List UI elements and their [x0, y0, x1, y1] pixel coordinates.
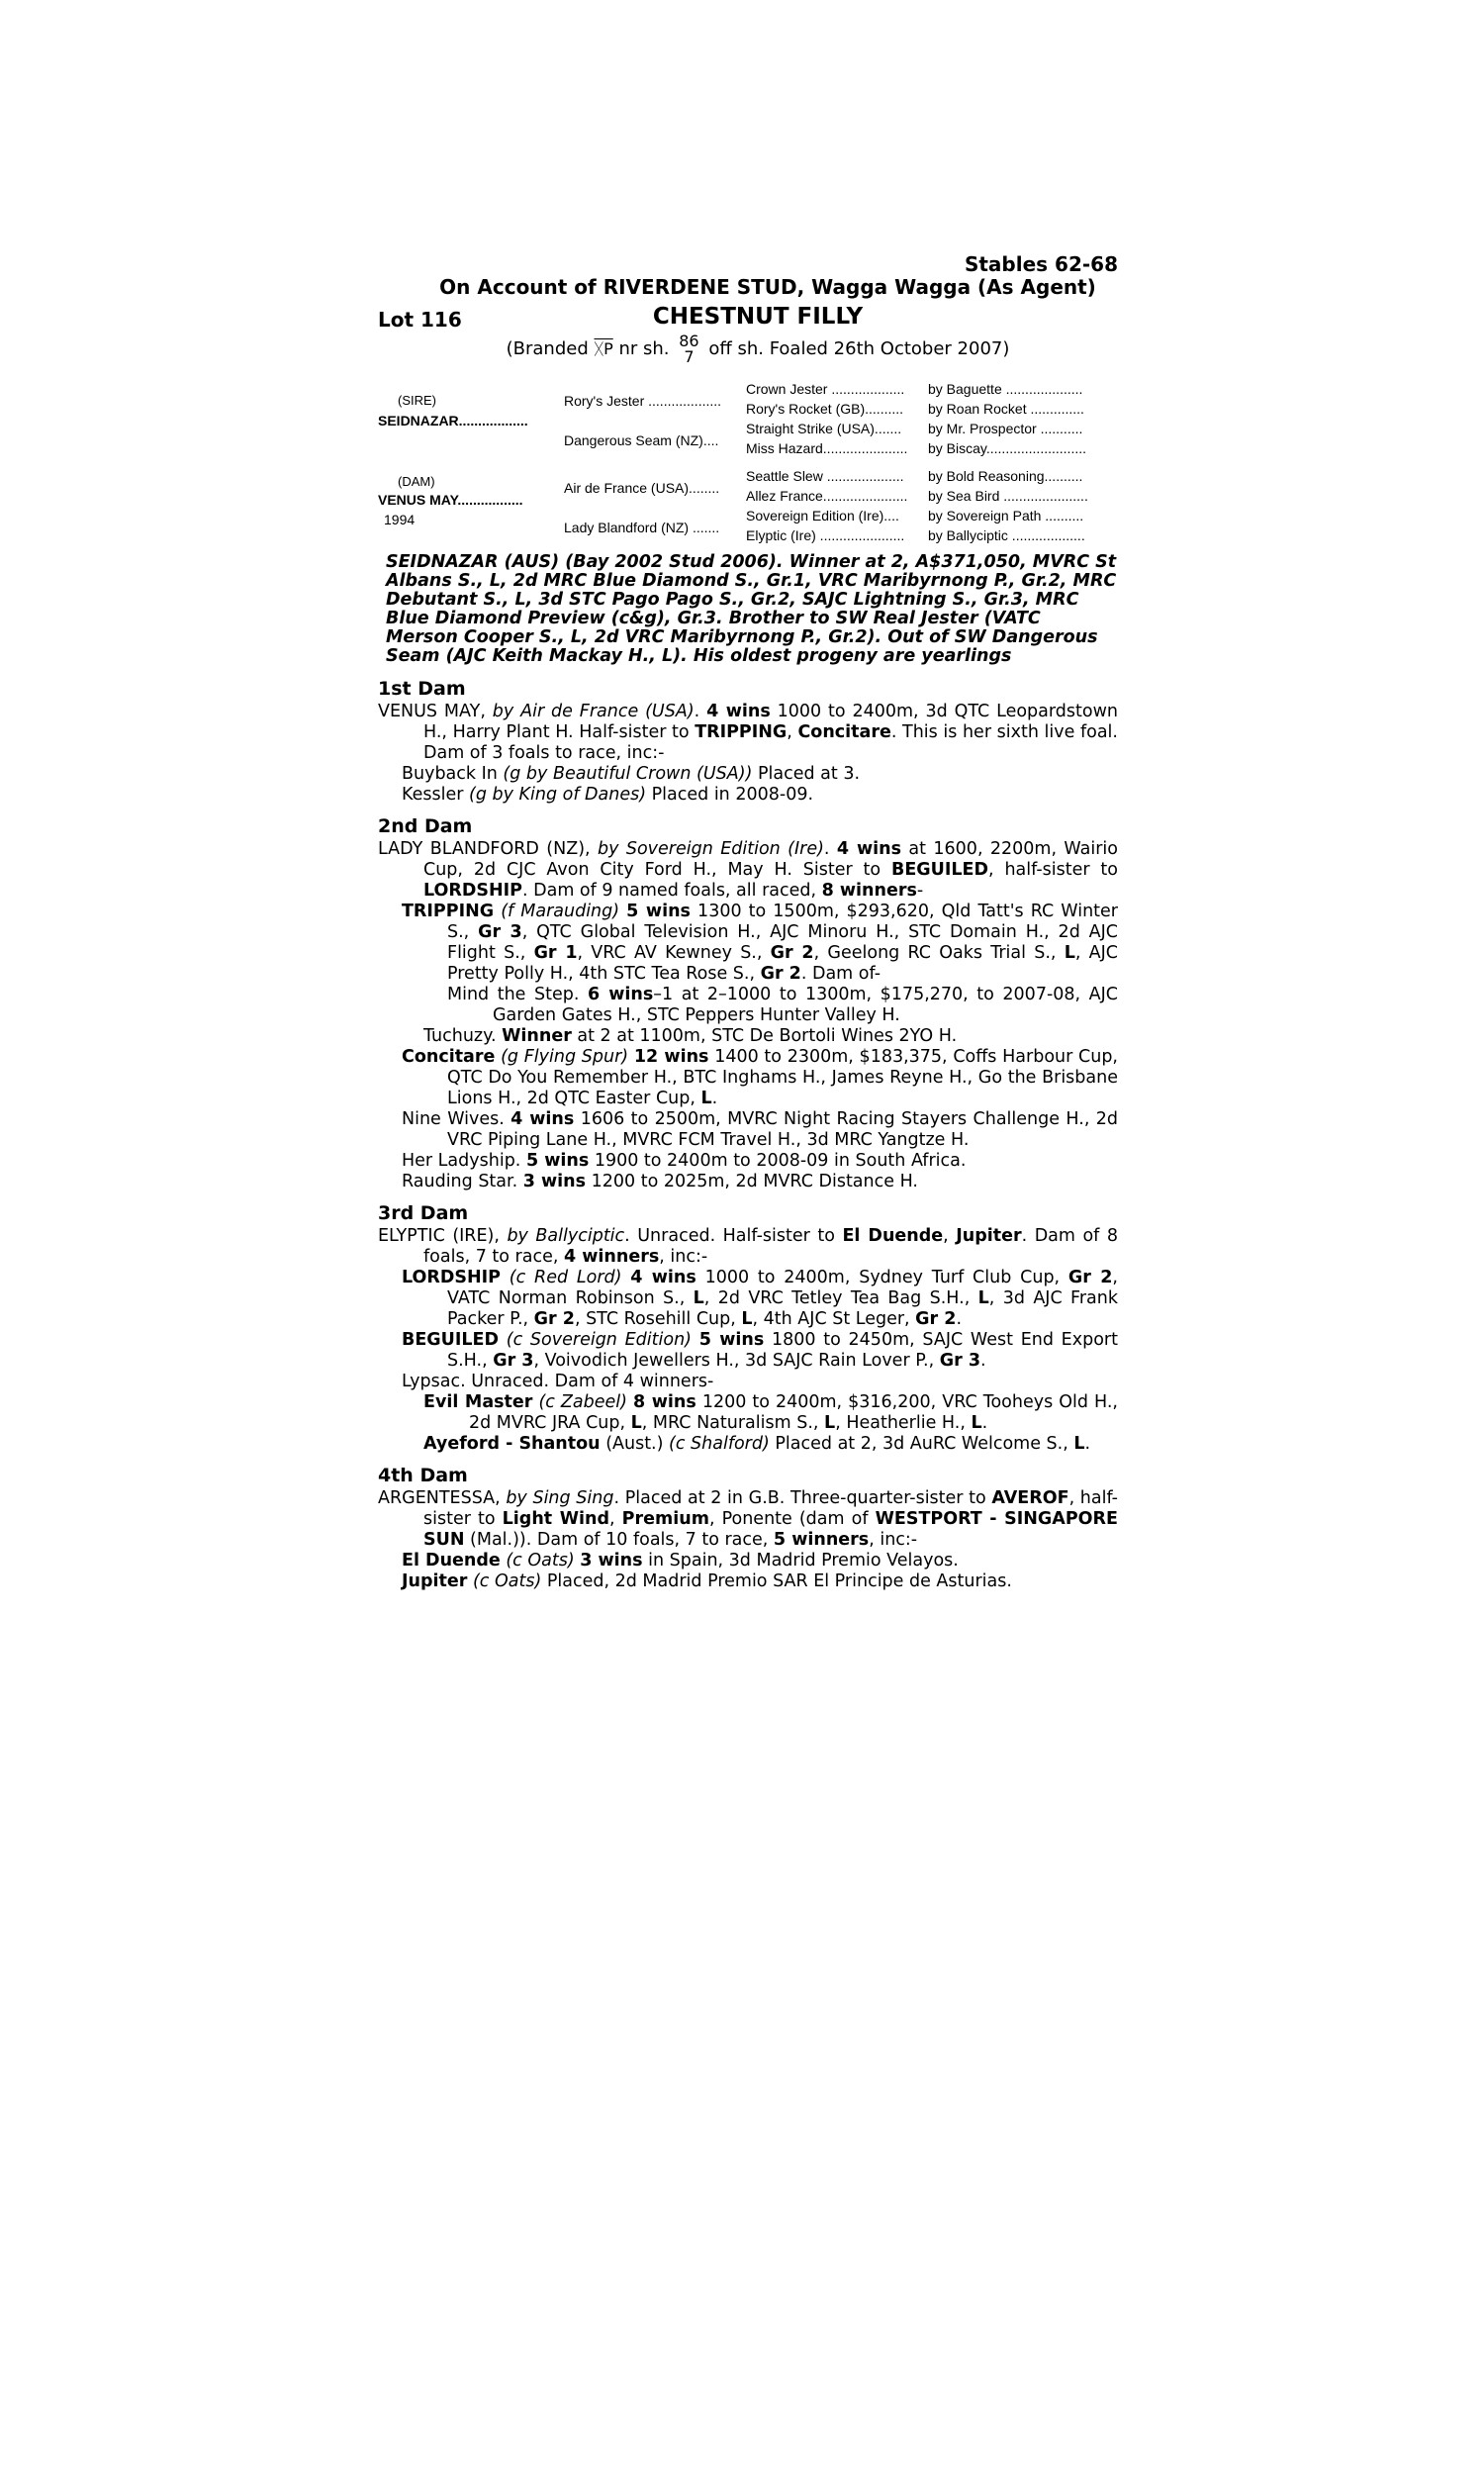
progeny-entry: Mind the Step. 6 wins–1 at 2–1000 to 1300m, $175,270, to 2007-08, AJC Garden Gates H., STC Peppers Hunter Valley H.: [447, 985, 1119, 1025]
progeny-entry: Rauding Star. 3 wins 1200 to 2025m, 2d MVRC Distance H.: [402, 1172, 918, 1191]
dam-entry: ELYPTIC (IRE), by Ballyciptic. Unraced. Half-sister to El Duende, Jupiter. Dam of 8 foals, 7 to race, 4 winners, inc:-: [378, 1226, 1118, 1267]
ancestor-sire-1: by Baguette ....................: [928, 381, 1083, 397]
progeny-entry: El Duende (c Oats) 3 wins in Spain, 3d Madrid Premio Velayos.: [402, 1551, 959, 1570]
section-heading-1st-dam: 1st Dam: [378, 678, 466, 700]
progeny-entry: Tuchuzy. Winner at 2 at 1100m, STC De Bortoli Wines 2YO H.: [423, 1026, 958, 1046]
lot-number: Lot 116: [378, 308, 462, 332]
pedigree-table: [378, 381, 1118, 543]
branded-pre: (Branded: [506, 338, 589, 359]
ancestor-7: Sovereign Edition (Ire)....: [746, 508, 899, 523]
brand-mark: ᚷP: [594, 339, 613, 358]
progeny-entry: Ayeford - Shantou (Aust.) (c Shalford) Placed at 2, 3d AuRC Welcome S., L.: [423, 1434, 1091, 1454]
progeny-entry: LORDSHIP (c Red Lord) 4 wins 1000 to 2400m, Sydney Turf Club Cup, Gr 2, VATC Norman Robinson S., L, 2d VRC Tetley Tea Bag S.H., L, 3d AJC Frank Packer P., Gr 2, STC Rosehill Cup, L, 4th AJC St Leger, Gr 2.: [402, 1268, 1118, 1329]
lot-row: [378, 304, 1118, 333]
dam-entry: ARGENTESSA, by Sing Sing. Placed at 2 in G.B. Three-quarter-sister to AVEROF, half-sister to Light Wind, Premium, Ponente (dam of WESTPORT - SINGAPORE SUN (Mal.)). Dam of 10 foals, 7 to race, 5 winners, inc:-: [378, 1488, 1118, 1550]
brand-fraction: [679, 333, 698, 365]
dam-sire: Air de France (USA)........: [564, 480, 720, 496]
ancestor-4: Miss Hazard......................: [746, 440, 908, 456]
ancestor-3: Straight Strike (USA).......: [746, 421, 902, 436]
progeny-entry: Concitare (g Flying Spur) 12 wins 1400 to 2300m, $183,375, Coffs Harbour Cup, QTC Do You Remember H., BTC Inghams H., James Reyne H., Go the Brisbane Lions H., 2d QTC Easter Cup, L.: [402, 1047, 1118, 1108]
ancestor-5: Seattle Slew ....................: [746, 468, 904, 484]
dam-label: (DAM): [398, 474, 435, 489]
dam-name: VENUS MAY.................: [378, 492, 523, 508]
fraction-bottom: 7: [684, 347, 695, 366]
ancestor-2: Rory's Rocket (GB)..........: [746, 401, 904, 417]
progeny-entry: Nine Wives. 4 wins 1606 to 2500m, MVRC Night Racing Stayers Challenge H., 2d VRC Piping Lane H., MVRC FCM Travel H., 3d MRC Yangtze H.: [402, 1109, 1119, 1150]
dam-entry: LADY BLANDFORD (NZ), by Sovereign Edition (Ire). 4 wins at 1600, 2200m, Wairio Cup, 2d CJC Avon City Ford H., May H. Sister to BEGUILED, half-sister to LORDSHIP. Dam of 9 named foals, all raced, 8 winners-: [378, 839, 1119, 901]
ancestor-1: Crown Jester ...................: [746, 381, 905, 397]
branded-post: off sh. Foaled 26th October 2007): [708, 338, 1010, 359]
sire-bio: SEIDNAZAR (AUS) (Bay 2002 Stud 2006). Winner at 2, A$371,050, MVRC St Albans S., L, 2d MRC Blue Diamond S., Gr.1, VRC Maribyrnong P., Gr.2, MRC Debutant S., L, 3d STC Pago Pago S., Gr.2, SAJC Lightning S., Gr.3, MRC Blue Diamond Preview (c&g), Gr.3. Brother to SW Real Jester (VATC Merson Cooper S., L, 2d VRC Maribyrnong P., Gr.2). Out of SW Dangerous Seam (AJC Keith Mackay H., L). His oldest progeny are yearlings: [386, 552, 1117, 666]
sire-label: (SIRE): [398, 393, 436, 408]
sire-name: SEIDNAZAR..................: [378, 413, 528, 428]
vendor-account: On Account of RIVERDENE STUD, Wagga Wagga (As Agent): [439, 275, 1096, 299]
ancestor-sire-8: by Ballyciptic ...................: [928, 527, 1085, 543]
ancestor-sire-2: by Roan Rocket ..............: [928, 401, 1084, 417]
sire-sire: Rory's Jester ...................: [564, 393, 722, 409]
progeny-entry: Buyback In (g by Beautiful Crown (USA)) Placed at 3.: [402, 764, 861, 784]
ancestor-8: Elyptic (Ire) ......................: [746, 527, 905, 543]
progeny-entry: BEGUILED (c Sovereign Edition) 5 wins 1800 to 2450m, SAJC West End Export S.H., Gr 3, Voivodich Jewellers H., 3d SAJC Rain Lover P., Gr 3.: [402, 1330, 1118, 1371]
branded-mid: nr sh.: [618, 338, 670, 359]
section-heading-3rd-dam: 3rd Dam: [378, 1202, 469, 1224]
sire-dam: Dangerous Seam (NZ)....: [564, 432, 719, 448]
section-heading-2nd-dam: 2nd Dam: [378, 815, 473, 837]
progeny-entry: Evil Master (c Zabeel) 8 wins 1200 to 2400m, $316,200, VRC Tooheys Old H., 2d MVRC JRA Cup, L, MRC Naturalism S., L, Heatherlie H., L.: [423, 1392, 1118, 1433]
branding-line: [378, 333, 1118, 373]
progeny-entry: Lypsac. Unraced. Dam of 4 winners-: [402, 1372, 714, 1391]
ancestor-sire-7: by Sovereign Path ..........: [928, 508, 1084, 523]
dam-dam: Lady Blandford (NZ) .......: [564, 520, 720, 535]
progeny-entry: Her Ladyship. 5 wins 1900 to 2400m to 2008-09 in South Africa.: [402, 1151, 967, 1171]
dam-entry: VENUS MAY, by Air de France (USA). 4 wins 1000 to 2400m, 3d QTC Leopardstown H., Harry Plant H. Half-sister to TRIPPING, Concitare. This is her sixth live foal. Dam of 3 foals to race, inc:-: [378, 702, 1118, 763]
dam-year: 1994: [384, 512, 416, 527]
catalogue-page: [378, 252, 1118, 1592]
lot-title: CHESTNUT FILLY: [652, 304, 864, 330]
stables-number: Stables 62-68: [964, 252, 1118, 276]
fraction-top: 86: [679, 332, 699, 350]
progeny-entry: Jupiter (c Oats) Placed, 2d Madrid Premio SAR El Principe de Asturias.: [402, 1571, 1012, 1591]
ancestor-sire-4: by Biscay..........................: [928, 440, 1087, 456]
ancestor-sire-3: by Mr. Prospector ...........: [928, 421, 1083, 436]
ancestor-sire-6: by Sea Bird ......................: [928, 488, 1088, 504]
progeny-entry: TRIPPING (f Marauding) 5 wins 1300 to 1500m, $293,620, Qld Tatt's RC Winter S., Gr 3, QTC Global Television H., AJC Minoru H., STC Domain H., 2d AJC Flight S., Gr 1, VRC AV Kewney S., Gr 2, Geelong RC Oaks Trial S., L, AJC Pretty Polly H., 4th STC Tea Rose S., Gr 2. Dam of-: [402, 902, 1119, 984]
ancestor-6: Allez France......................: [746, 488, 908, 504]
ancestor-sire-5: by Bold Reasoning..........: [928, 468, 1083, 484]
section-heading-4th-dam: 4th Dam: [378, 1465, 468, 1486]
progeny-entry: Kessler (g by King of Danes) Placed in 2008-09.: [402, 785, 814, 805]
